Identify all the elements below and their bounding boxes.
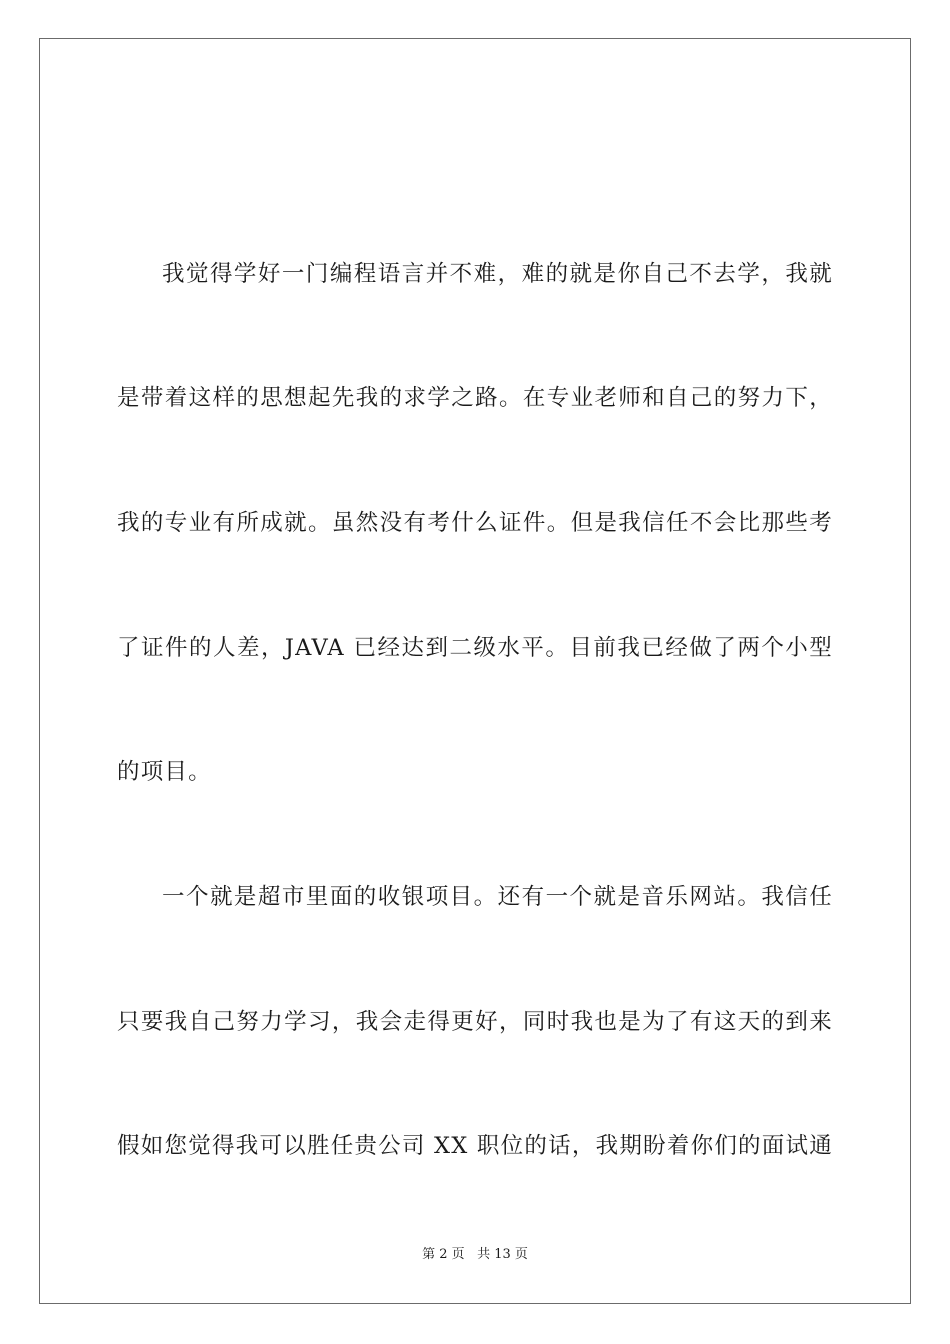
paragraph-1-line-2: 是带着这样的思想起先我的求学之路。在专业老师和自己的努力下， — [117, 385, 833, 411]
paragraph-2-line-1: 一个就是超市里面的收银项目。还有一个就是音乐网站。我信任 — [162, 884, 833, 910]
paragraph-2-line-2: 只要我自己努力学习，我会走得更好，同时我也是为了有这天的到来 — [117, 1009, 833, 1035]
paragraph-2-line-3: 假如您觉得我可以胜任贵公司 XX 职位的话，我期盼着你们的面试通 — [117, 1133, 833, 1159]
paragraph-1-line-5: 的项目。 — [117, 759, 212, 785]
page-border — [39, 38, 911, 1304]
paragraph-1-line-4: 了证件的人差，JAVA 已经达到二级水平。目前我已经做了两个小型 — [117, 635, 833, 661]
page-number: 第 2 页 — [422, 1247, 465, 1262]
page-total: 共 13 页 — [477, 1247, 528, 1262]
paragraph-1-line-3: 我的专业有所成就。虽然没有考什么证件。但是我信任不会比那些考 — [117, 510, 833, 536]
page-footer — [0, 1246, 950, 1264]
paragraph-1-line-1: 我觉得学好一门编程语言并不难，难的就是你自己不去学，我就 — [162, 261, 833, 287]
